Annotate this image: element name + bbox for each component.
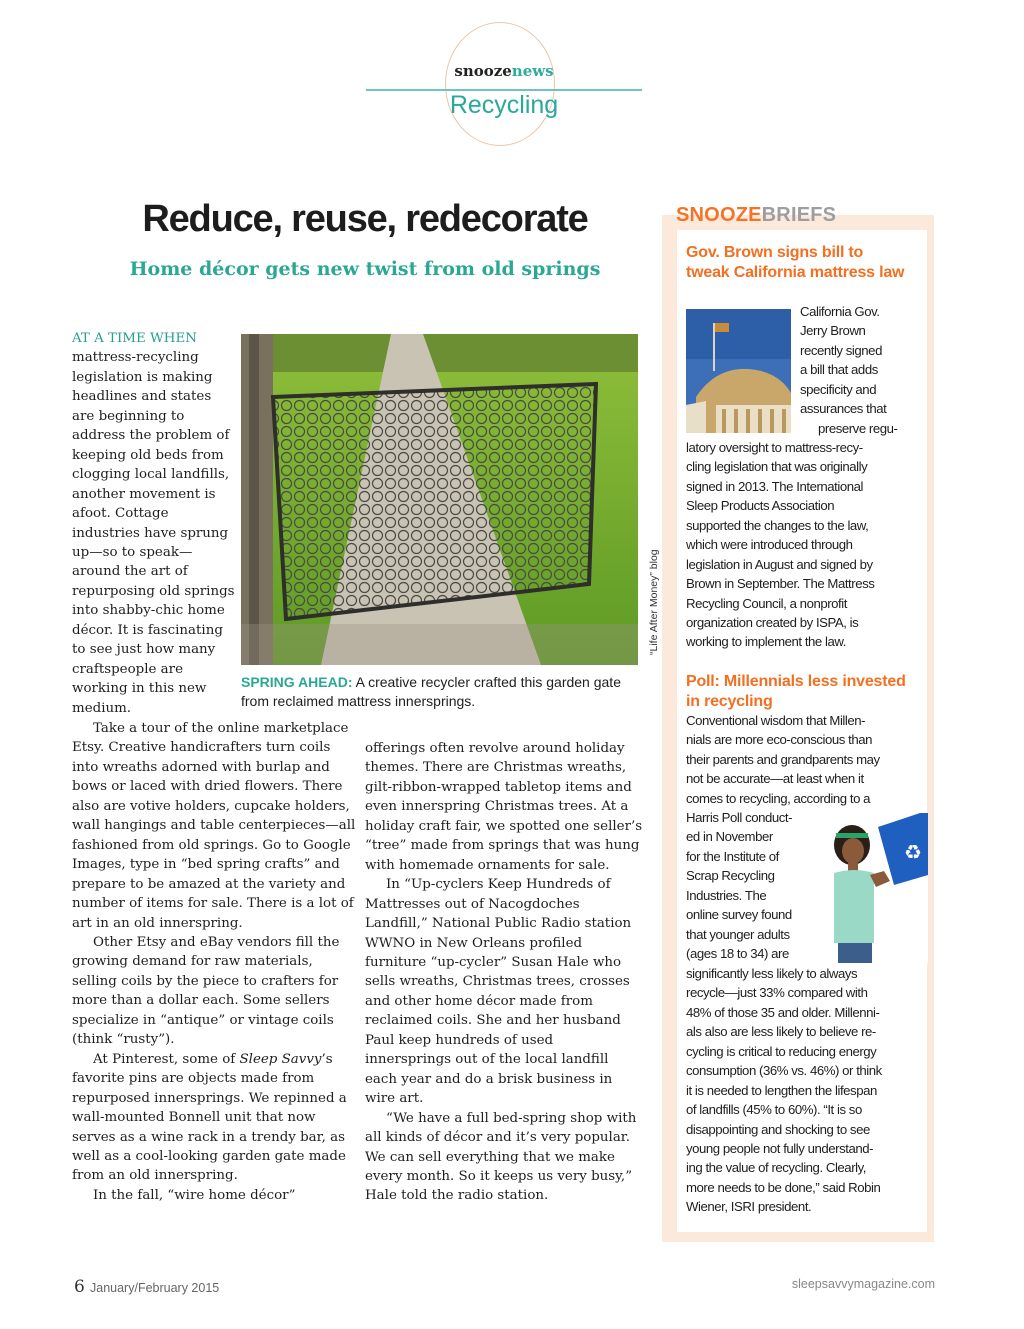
brief-2-text: significantly less likely to always recycle—just 33% compared with 48% of those 35 and older. Millenni- als also are less likely to believe re- cycling is critical to reducing energy consumption (36% vs. 46%) or think it is needed to lengthen the lifespan of landfills (45% to 60%). “It is so disappointing and shocking to see young people not fully understand- ing the value of recycling. Clearly, more needs to be done,” said Robin Wiener, ISRI president. [686, 966, 882, 1215]
article-headline: Reduce, reuse, redecorate [142, 198, 588, 240]
website-url: sleepsavvymagazine.com [791, 1277, 935, 1291]
brief-1-headline: Gov. Brown signs bill to tweak California mattress law [686, 244, 905, 281]
sidebar-header: SNOOZEBRIEFS [676, 204, 837, 226]
photo-caption [241, 673, 641, 711]
brief-2-headline: Poll: Millennials less invested in recycling [686, 673, 906, 710]
caption-text: A creative recycler crafted this garden gate from reclaimed mattress innersprings. [241, 674, 621, 709]
paragraph-4: At Pinterest, some of Sleep Savvy’s favorite pins are objects made from repurposed innersprings. We repinned a wall-mounted Bonnell unit that now serves as a wine rack in a trendy bar, as well as a cool-looking garden gate made from an old innerspring. [72, 1051, 347, 1184]
brand-snooze: snooze [454, 62, 512, 80]
paragraph-6: offerings often revolve around holiday themes. There are Christmas wreaths, gilt-ribbon-wrapped tabletop items and even innerspring Christmas trees. At a holiday craft fair, we spotted one seller’s “tree” made from springs that was hung with homemade ornaments for sale. [365, 741, 643, 873]
photo-credit: “Life After Money” blog [648, 549, 660, 655]
brief-1-text: latory oversight to mattress-recy- cling legislation that was originally signed in 2013. The International Sleep Products Association supported the changes to the law, which were introduced through legislation in August and signed by Brown in September. The Mattress Recycling Council, a nonprofit organization created by ISPA, is working to implement the law. [686, 440, 875, 650]
paragraph-8: “We have a full bed-spring shop with all kinds of décor and it’s very popular. We can sell everything that we make every month. So it keeps us very busy,” Hale told the radio station. [365, 1110, 637, 1204]
article-column-2 [365, 739, 643, 1206]
masthead-circle [445, 22, 555, 146]
brand-news: news [511, 62, 554, 80]
lead-in: AT A TIME WHEN [72, 331, 197, 346]
brief-2-text-intro: Conventional wisdom that Millen- nials are more eco-conscious than their parents and grandparents may not be accurate—at least when it comes to recycling, according to a [686, 713, 880, 806]
paragraph-5: In the fall, “wire home décor” [93, 1187, 296, 1203]
brief-1-text-narrow: California Gov. Jerry Brown recently signed a bill that adds specificity and assurances that preserve regu- [800, 304, 898, 436]
svg-text:♻: ♻ [904, 840, 922, 864]
page-number: 6 [74, 1277, 85, 1297]
paragraph-3: Other Etsy and eBay vendors fill the growing demand for raw materials, selling coils by the piece to crafters for more than a dollar each. Some sellers specialize in “antique” or vintage coils (think “rusty”). [72, 934, 340, 1048]
issue-date: January/February 2015 [90, 1281, 220, 1295]
paragraph-2: Take a tour of the online marketplace Etsy. Creative handicrafters turn coils into wreaths adorned with burlap and bows or laced with dried flowers. There also are votive holders, cupcake holders, wall hangings and table centerpieces—all fashioned from old springs. Go to Google Images, type in “bed spring crafts” and prepare to be amazed at the variety and number of items for sale. There is a lot of art in an old innerspring. [72, 721, 356, 931]
woman-with-recycling-bin-photo [820, 813, 928, 963]
paragraph-1: mattress-recycling legislation is making headlines and states are beginning to address the problem of keeping old beds from clogging local landfills, another movement is afoot. Cottage industries have sprung up—so to speak—around the art of repurposing old springs into shabby-chic home décor. It is fascinating to see just how many craftspeople are working in this new medium. [72, 350, 235, 716]
article-subhead: Home décor gets new twist from old springs [129, 258, 601, 280]
capitol-dome-photo [686, 309, 791, 433]
magazine-title: Sleep Savvy [239, 1051, 322, 1067]
section-title: Recycling [449, 91, 559, 119]
article-column-1-top [72, 329, 237, 718]
paragraph-7: In “Up-cyclers Keep Hundreds of Mattresses out of Nacogdoches Landfill,” National Public Radio station WWNO in New Orleans profiled furniture “up-cycler” Susan Hale who sells wreaths, Christmas trees, crosses and other home décor made from reclaimed coils. She and her husband Paul keep hundreds of used innersprings out of the local landfill each year and do a brisk business in wire art. [365, 877, 632, 1107]
brief-2-text-narrow: Harris Poll conduct- ed in November for the Institute of Scrap Recycling Industries. The online survey found that younger adults (ages 18 to 34) are [686, 810, 793, 962]
garden-gate-photo [241, 334, 638, 665]
article-column-1 [72, 719, 357, 1205]
masthead-brand [366, 62, 642, 80]
caption-label: SPRING AHEAD: [241, 674, 353, 690]
